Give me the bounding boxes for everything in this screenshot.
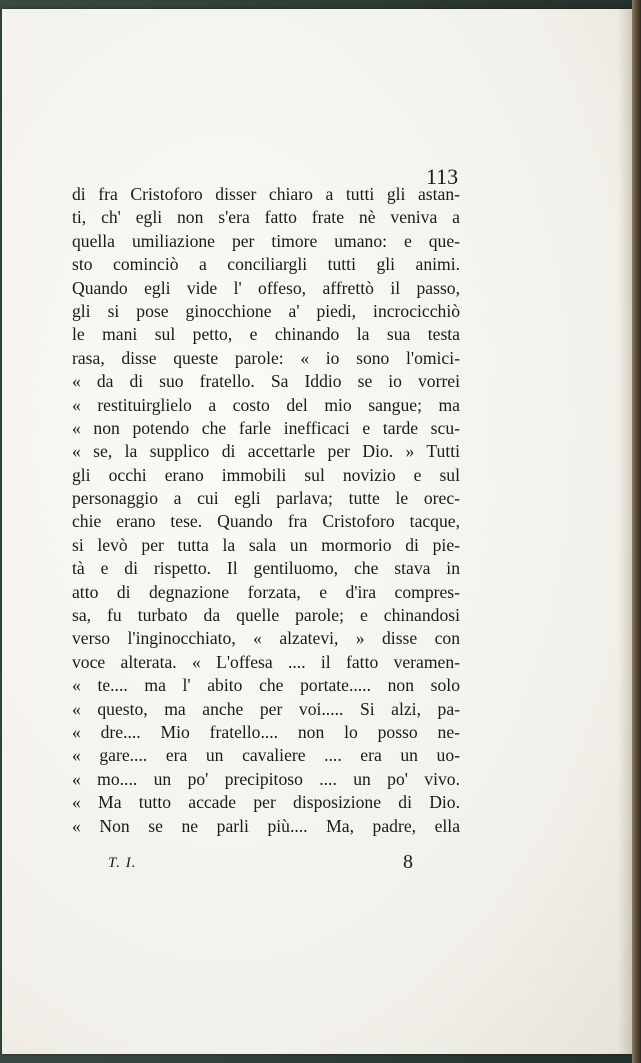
text-line-28: « Non se ne parli più.... Ma, padre, ella: [72, 815, 460, 836]
text-line-8: rasa, disse queste parole: « io sono l'omici-: [72, 347, 460, 368]
text-line-14: personaggio a cui egli parlava; tutte le orec-: [72, 488, 460, 509]
text-line-26: « mo.... un po' precipitoso .... un po' vivo.: [72, 768, 460, 789]
text-line-18: atto di degnazione forzata, e d'ira compres-: [72, 581, 460, 602]
text-line-12: « se, la supplico di accettarle per Dio. » Tutti: [72, 441, 460, 462]
text-line-11: « non potendo che farle inefficaci e tarde scu-: [72, 417, 460, 438]
text-line-2: ti, ch' egli non s'era fatto frate nè veniva a: [72, 207, 460, 228]
text-line-20: verso l'inginocchiato, « alzatevi, » disse con: [72, 628, 460, 649]
text-line-5: Quando egli vide l' offeso, affrettò il passo,: [72, 277, 460, 298]
text-line-23: « questo, ma anche per voi..... Si alzi, pa-: [72, 698, 460, 719]
text-line-10: « restituirglielo a costo del mio sangue; ma: [72, 394, 460, 415]
text-line-3: quella umiliazione per timore umano: e que-: [72, 230, 460, 251]
text-line-25: « gare.... era un cavaliere .... era un uo-: [72, 745, 460, 766]
paper-sheet: [2, 9, 632, 1054]
text-line-4: sto cominciò a conciliargli tutti gli animi.: [72, 254, 460, 275]
text-line-21: voce alterata. « L'offesa .... il fatto veramen-: [72, 651, 460, 672]
text-line-6: gli si pose ginocchione a' piedi, incrocicchiò: [72, 300, 460, 321]
text-line-15: chie erano tese. Quando fra Cristoforo tacque,: [72, 511, 460, 532]
book-edge: [632, 0, 641, 1063]
text-line-19: sa, fu turbato da quelle parole; e chinandosi: [72, 605, 460, 626]
text-line-16: si levò per tutta la sala un mormorio di pie-: [72, 534, 460, 555]
volume-signature: T. I.: [108, 855, 137, 871]
text-line-13: gli occhi erano immobili sul novizio e sul: [72, 464, 460, 485]
text-line-17: tà e di rispetto. Il gentiluomo, che stava in: [72, 558, 460, 579]
text-line-9: « da di suo fratello. Sa Iddio se io vorrei: [72, 371, 460, 392]
text-line-1: di fra Cristoforo disser chiaro a tutti gli astan-: [72, 184, 460, 204]
text-line-22: « te.... ma l' abito che portate..... non solo: [72, 675, 460, 696]
body-text: [72, 183, 460, 838]
text-line-7: le mani sul petto, e chinando la sua testa: [72, 324, 460, 345]
sheet-number: 8: [403, 851, 413, 873]
text-line-24: « dre.... Mio fratello.... non lo posso ne-: [72, 721, 460, 742]
text-line-27: « Ma tutto accade per disposizione di Dio.: [72, 792, 460, 813]
page-number: 113: [426, 164, 459, 189]
